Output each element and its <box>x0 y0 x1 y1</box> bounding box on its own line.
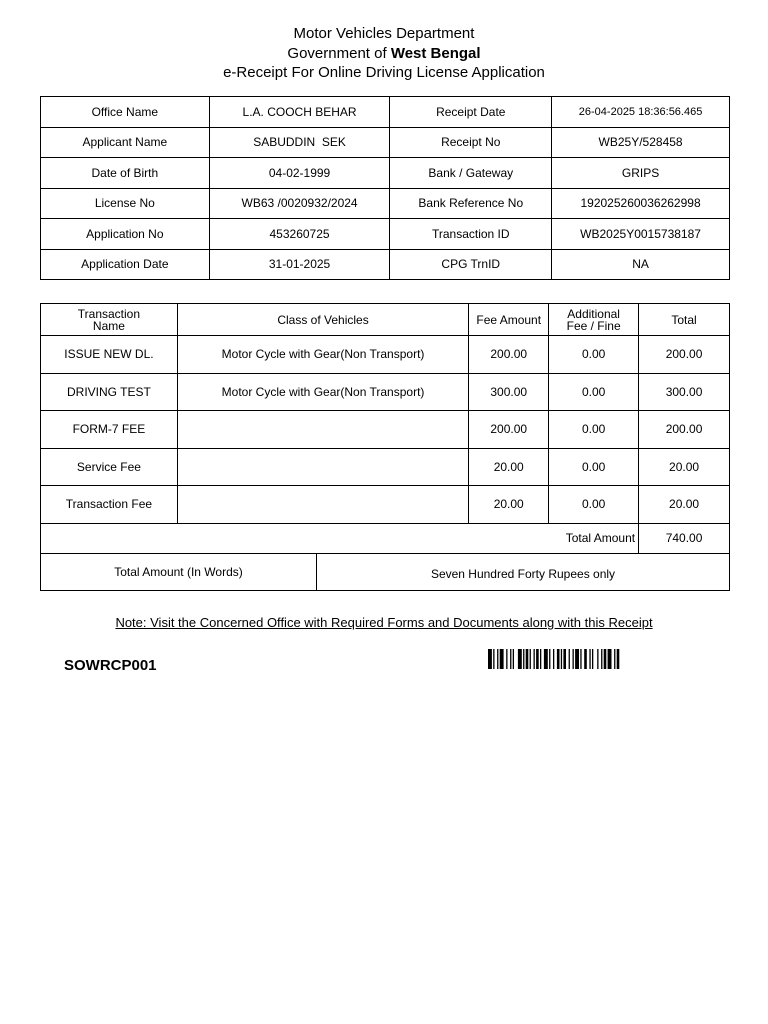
receipt-header <box>0 24 768 83</box>
transaction-id-value: WB2025Y0015738187 <box>552 219 730 250</box>
amount-in-words-label: Total Amount (In Words) <box>41 554 317 590</box>
government-prefix: Government of <box>287 44 387 62</box>
application-date-value: 31-01-2025 <box>209 249 390 280</box>
table-row <box>41 373 730 411</box>
receipt-code: SOWRCP001 <box>64 657 157 674</box>
vehicle-class <box>177 411 468 449</box>
col-additional-fee <box>549 304 639 336</box>
total-amount-value: 740.00 <box>639 523 730 554</box>
additional-fee: 0.00 <box>549 411 639 449</box>
additional-fee: 0.00 <box>549 486 639 524</box>
col-transaction-name-line1: Transaction <box>77 306 141 321</box>
txn-name: Service Fee <box>41 448 178 486</box>
receipt-note: Note: Visit the Concerned Office with Required Forms and Documents along with this Receipt <box>115 615 653 630</box>
application-date-label: Application Date <box>41 249 210 280</box>
col-transaction-name-line2: Name <box>92 318 125 333</box>
txn-name: ISSUE NEW DL. <box>41 336 178 374</box>
fee-amount: 200.00 <box>469 336 549 374</box>
col-transaction-name <box>41 304 178 336</box>
vehicle-class <box>177 448 468 486</box>
applicant-name-value: SABUDDIN SEK <box>209 127 390 158</box>
table-row <box>41 336 730 374</box>
additional-fee: 0.00 <box>549 336 639 374</box>
bank-gateway-label: Bank / Gateway <box>390 158 552 189</box>
fee-amount: 200.00 <box>469 411 549 449</box>
application-no-label: Application No <box>41 219 210 250</box>
fee-amount: 20.00 <box>469 448 549 486</box>
transaction-id-label: Transaction ID <box>390 219 552 250</box>
bank-gateway-value: GRIPS <box>552 158 730 189</box>
table-row <box>41 448 730 486</box>
department-title: Motor Vehicles Department <box>293 25 475 42</box>
row-total: 200.00 <box>639 336 730 374</box>
dob-label: Date of Birth <box>41 158 210 189</box>
vehicle-class: Motor Cycle with Gear(Non Transport) <box>177 373 468 411</box>
amount-in-words-row <box>41 554 730 591</box>
vehicle-class: Motor Cycle with Gear(Non Transport) <box>177 336 468 374</box>
additional-fee: 0.00 <box>549 448 639 486</box>
col-total: Total <box>639 304 730 336</box>
total-amount-row <box>41 523 730 554</box>
row-total: 20.00 <box>639 486 730 524</box>
receipt-no-label: Receipt No <box>390 127 552 158</box>
txn-name: DRIVING TEST <box>41 373 178 411</box>
table-row <box>41 158 730 189</box>
col-additional-line2: Fee / Fine <box>566 318 621 333</box>
col-class-of-vehicles: Class of Vehicles <box>177 304 468 336</box>
table-row <box>41 411 730 449</box>
receipt-date-value: 26-04-2025 18:36:56.465 <box>552 97 730 128</box>
receipt-title: e-Receipt For Online Driving License Application <box>223 64 545 81</box>
state-name: West Bengal <box>390 44 481 62</box>
office-name-value: L.A. COOCH BEHAR <box>209 97 390 128</box>
row-total: 300.00 <box>639 373 730 411</box>
receipt-date-label: Receipt Date <box>390 97 552 128</box>
row-total: 20.00 <box>639 448 730 486</box>
government-line <box>0 44 768 64</box>
applicant-info-table <box>40 96 730 280</box>
table-row <box>41 188 730 219</box>
amount-in-words-value: Seven Hundred Forty Rupees only <box>430 567 616 581</box>
fee-table <box>40 303 730 591</box>
bank-ref-label: Bank Reference No <box>390 188 552 219</box>
office-name-label: Office Name <box>41 97 210 128</box>
txn-name: Transaction Fee <box>41 486 178 524</box>
vehicle-class <box>177 486 468 524</box>
col-fee-amount: Fee Amount <box>469 304 549 336</box>
receipt-no-value: WB25Y/528458 <box>552 127 730 158</box>
cpg-trnid-value: NA <box>552 249 730 280</box>
table-row <box>41 97 730 128</box>
fee-table-header <box>41 304 730 336</box>
application-no-value: 453260725 <box>209 219 390 250</box>
bank-ref-value: 192025260036262998 <box>552 188 730 219</box>
table-row <box>41 486 730 524</box>
col-additional-line1: Additional <box>567 306 620 321</box>
txn-name: FORM-7 FEE <box>41 411 178 449</box>
table-row <box>41 249 730 280</box>
amount-in-words-cell <box>41 554 730 591</box>
barcode <box>488 649 702 669</box>
license-no-value: WB63 /0020932/2024 <box>209 188 390 219</box>
applicant-name-label: Applicant Name <box>41 127 210 158</box>
license-no-label: License No <box>41 188 210 219</box>
table-row <box>41 127 730 158</box>
table-row <box>41 219 730 250</box>
fee-amount: 300.00 <box>469 373 549 411</box>
dob-value: 04-02-1999 <box>209 158 390 189</box>
total-amount-label: Total Amount <box>41 523 639 554</box>
additional-fee: 0.00 <box>549 373 639 411</box>
fee-amount: 20.00 <box>469 486 549 524</box>
row-total: 200.00 <box>639 411 730 449</box>
cpg-trnid-label: CPG TrnID <box>390 249 552 280</box>
